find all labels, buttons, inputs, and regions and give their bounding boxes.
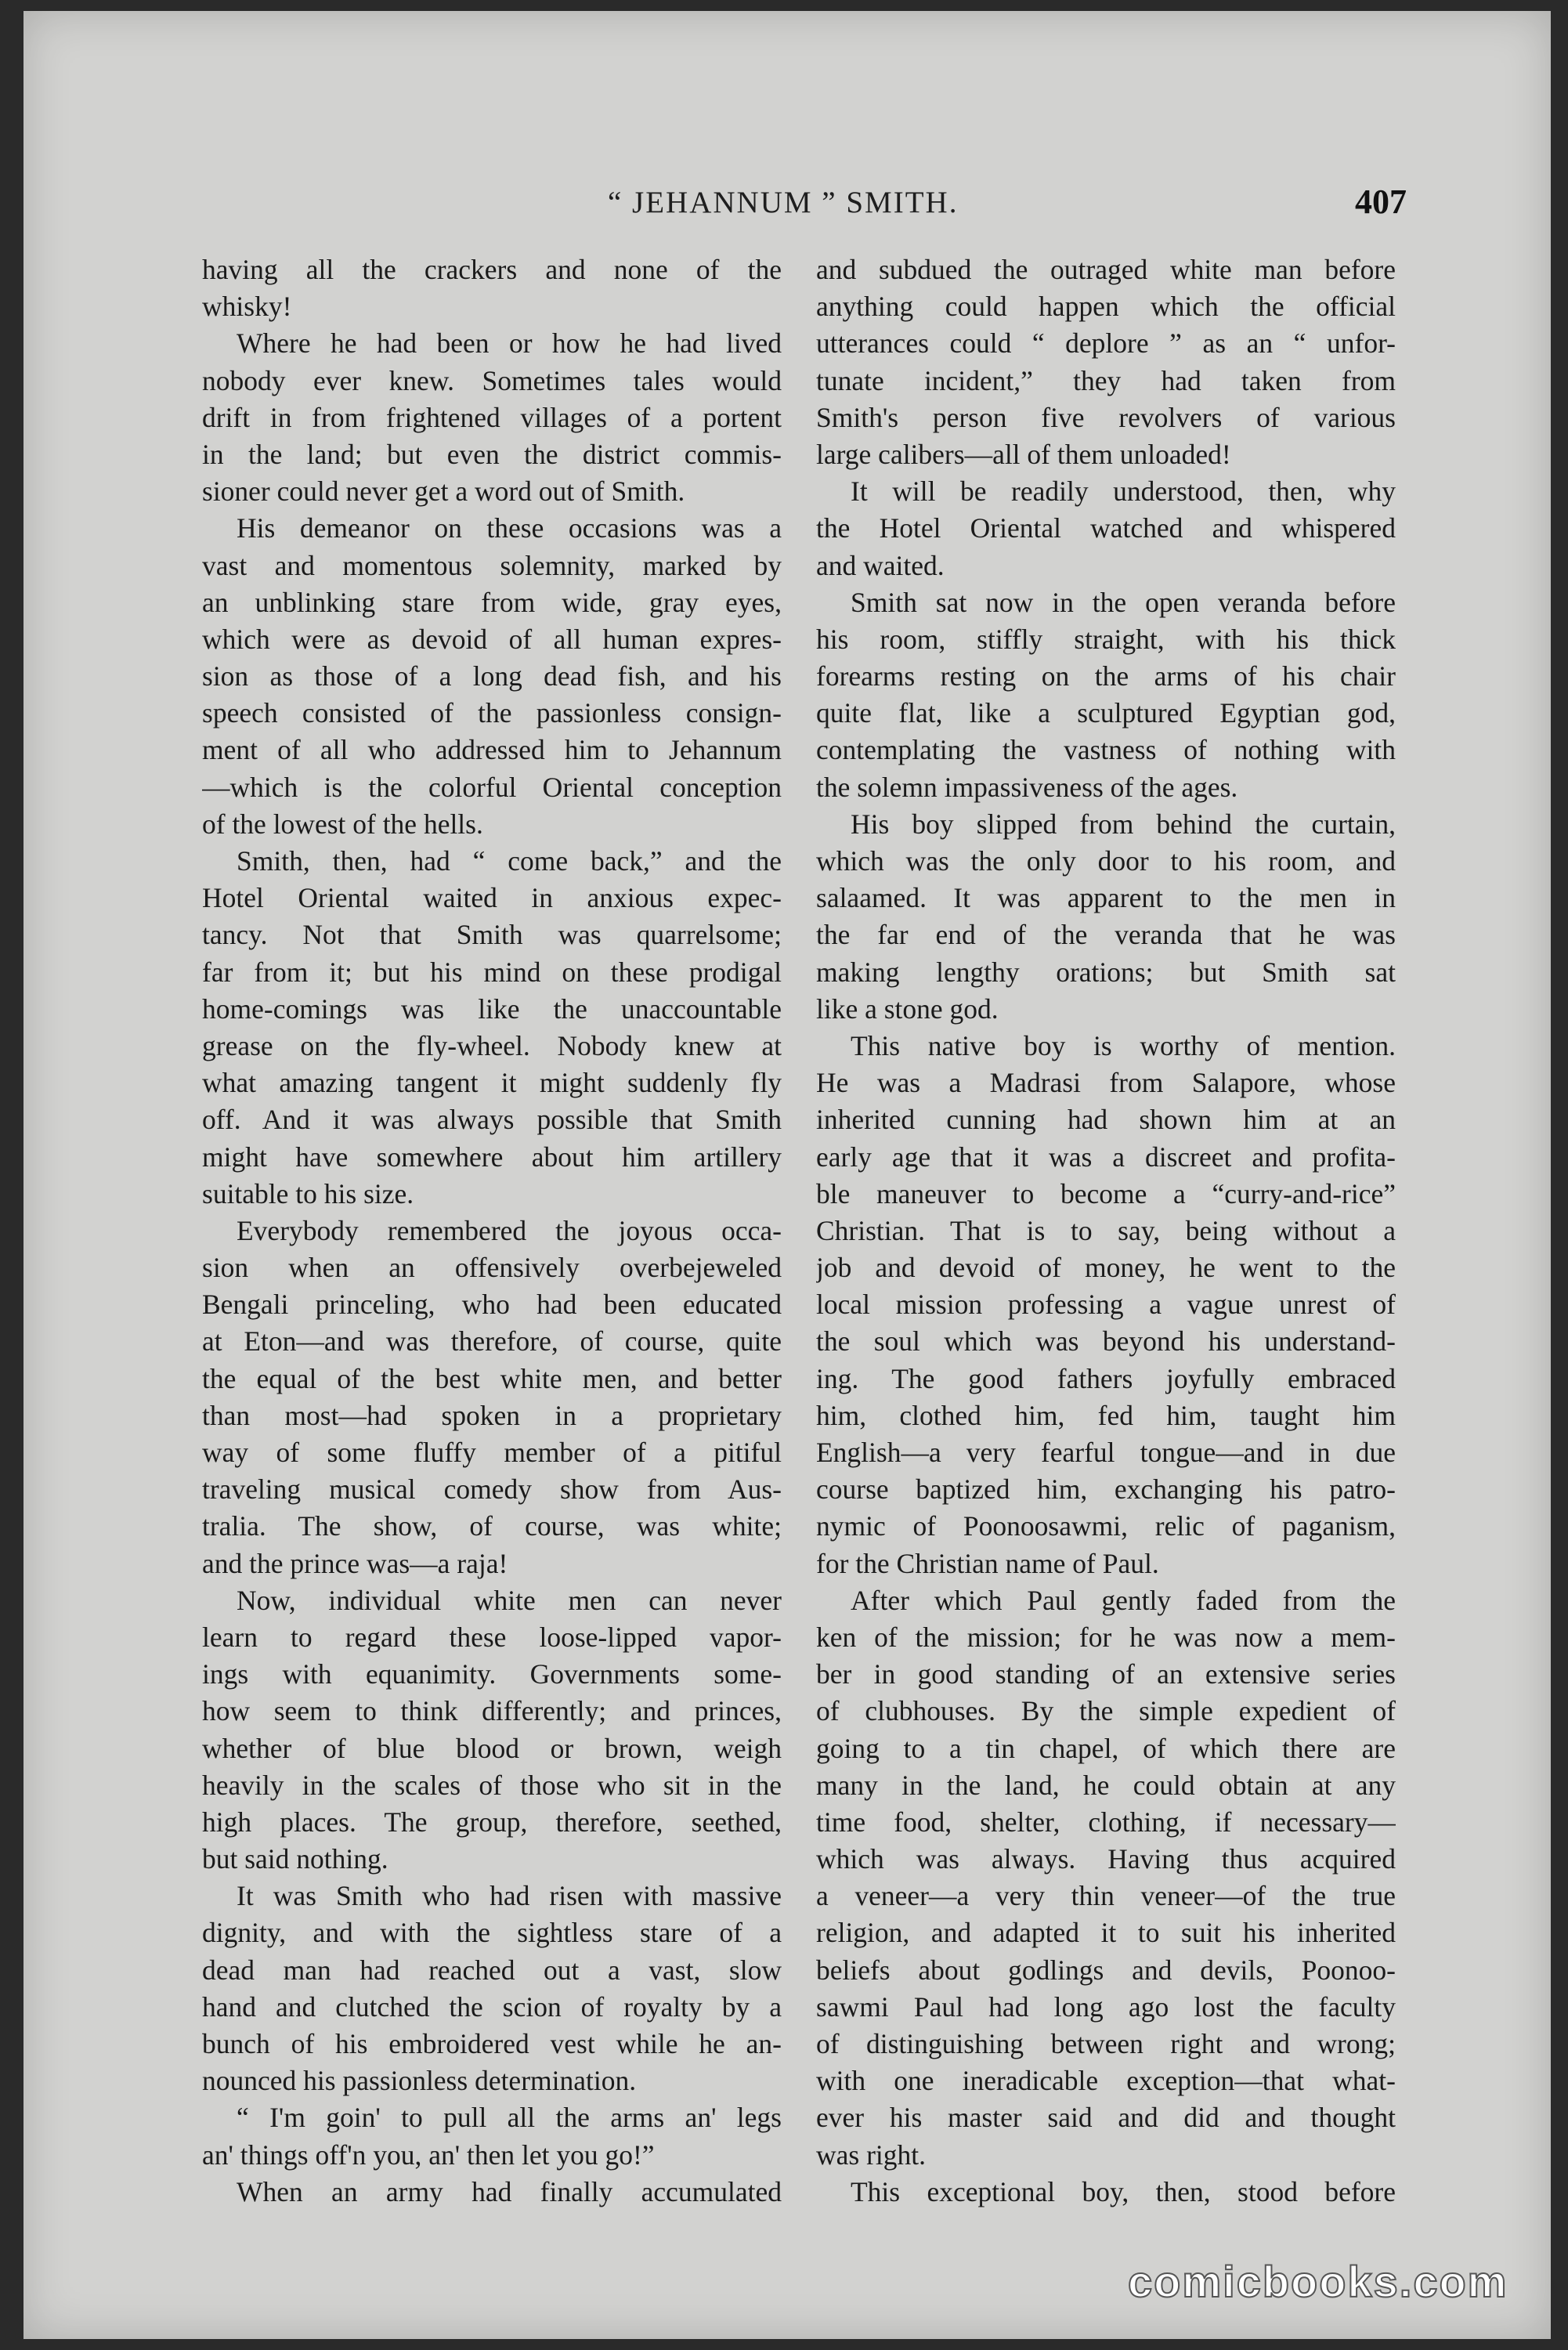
text-line: making lengthy orations; but Smith sat [816, 956, 1396, 988]
text-line: anything could happen which the official [816, 291, 1396, 323]
text-line: how seem to think differently; and princes, [202, 1695, 782, 1727]
text-line: His demeanor on these occasions was a [237, 512, 782, 544]
text-line: drift in from frightened villages of a portent [202, 401, 782, 433]
text-line: tunate incident,” they had taken from [816, 364, 1396, 396]
text-line: a veneer—a very thin veneer—of the true [816, 1880, 1396, 1912]
text-line: It was Smith who had risen with massive [237, 1880, 782, 1912]
text-line: the soul which was beyond his understand- [816, 1325, 1396, 1358]
text-line: going to a tin chapel, of which there are [816, 1732, 1396, 1764]
text-line: tralia. The show, of course, was white; [202, 1510, 782, 1542]
text-line: job and devoid of money, he went to the [816, 1252, 1396, 1284]
text-line: high places. The group, therefore, seethed, [202, 1806, 782, 1838]
text-line: learn to regard these loose-lipped vapor- [202, 1621, 782, 1653]
text-line: tancy. Not that Smith was quarrelsome; [202, 919, 782, 951]
text-line: with one ineradicable exception—that what- [816, 2065, 1396, 2097]
text-line: and the prince was—a raja! [202, 1547, 508, 1579]
text-line: nounced his passionless determination. [202, 2065, 637, 2097]
page-header [23, 177, 1551, 224]
text-line: sion as those of a long dead fish, and his [202, 660, 782, 692]
text-line: large calibers—all of them unloaded! [816, 438, 1231, 470]
text-line: English—a very fearful tongue—and in due [816, 1437, 1396, 1468]
text-line: his room, stiffly straight, with his thick [816, 623, 1396, 655]
left-column [202, 251, 782, 2211]
text-line: dignity, and with the sightless stare of a [202, 1917, 782, 1949]
text-line: ment of all who addressed him to Jehannum [202, 734, 782, 766]
text-line: and subdued the outraged white man before [816, 254, 1396, 285]
text-line: beliefs about godlings and devils, Poonoo- [816, 1954, 1396, 1986]
text-line: ble maneuver to become a “curry-and-rice” [816, 1177, 1396, 1209]
running-title: “ JEHANNUM ” SMITH. [608, 186, 959, 219]
text-line: Everybody remembered the joyous occa- [237, 1214, 782, 1246]
right-column [816, 251, 1396, 2211]
text-line: Smith sat now in the open veranda before [851, 586, 1396, 618]
text-line: the far end of the veranda that he was [816, 919, 1396, 951]
text-line: ber in good standing of an extensive series [816, 1658, 1396, 1690]
text-line: which were as devoid of all human expres- [202, 623, 782, 655]
text-line: religion, and adapted it to suit his inherited [816, 1917, 1396, 1949]
text-line: time food, shelter, clothing, if necessary— [816, 1806, 1396, 1838]
text-line: grease on the fly-wheel. Nobody knew at [202, 1029, 782, 1061]
text-line: and waited. [816, 549, 945, 581]
text-line: ken of the mission; for he was now a mem- [816, 1621, 1396, 1653]
book-page [23, 11, 1551, 2339]
text-line: ever his master said and did and thought [816, 2102, 1396, 2134]
text-line: sawmi Paul had long ago lost the faculty [816, 1990, 1396, 2023]
text-line: in the land; but even the district commis- [202, 438, 782, 470]
text-line: ing. The good fathers joyfully embraced [816, 1362, 1396, 1394]
text-line: of distinguishing between right and wrong; [816, 2028, 1396, 2059]
text-line: Where he had been or how he had lived [237, 327, 782, 360]
text-line: whether of blue blood or brown, weigh [202, 1732, 782, 1764]
text-line: nymic of Poonoosawmi, relic of paganism, [816, 1510, 1396, 1542]
text-line: suitable to his size. [202, 1177, 414, 1209]
text-line: Hotel Oriental waited in anxious expec- [202, 882, 782, 914]
text-line: His boy slipped from behind the curtain, [851, 808, 1396, 840]
text-line: him, clothed him, fed him, taught him [816, 1399, 1396, 1431]
text-line: whisky! [202, 291, 292, 323]
text-line: nobody ever knew. Sometimes tales would [202, 364, 782, 396]
text-line: He was a Madrasi from Salapore, whose [816, 1067, 1396, 1099]
text-line: contemplating the vastness of nothing with [816, 734, 1396, 766]
text-line: traveling musical comedy show from Aus- [202, 1473, 782, 1506]
text-line: Bengali princeling, who had been educated [202, 1289, 782, 1321]
text-line: off. And it was always possible that Smith [202, 1104, 782, 1136]
text-line: This exceptional boy, then, stood before [851, 2175, 1396, 2207]
text-line: speech consisted of the passionless consign- [202, 697, 782, 729]
text-line: “ I'm goin' to pull all the arms an' legs [237, 2102, 782, 2134]
text-line: bunch of his embroidered vest while he an- [202, 2028, 782, 2059]
text-line: early age that it was a discreet and profita- [816, 1141, 1396, 1173]
text-line: the equal of the best white men, and better [202, 1362, 782, 1394]
text-line: inherited cunning had shown him at an [816, 1104, 1396, 1136]
text-line: It will be readily understood, then, why [851, 475, 1396, 508]
text-line: course baptized him, exchanging his patro- [816, 1473, 1396, 1506]
text-line: having all the crackers and none of the [202, 254, 782, 285]
text-line: heavily in the scales of those who sit in the [202, 1769, 782, 1801]
text-line: forearms resting on the arms of his chair [816, 660, 1396, 692]
text-line: of clubhouses. By the simple expedient of [816, 1695, 1396, 1727]
text-line: at Eton—and was therefore, of course, quite [202, 1325, 782, 1358]
text-line: was right. [816, 2138, 927, 2171]
text-line: the solemn impassiveness of the ages. [816, 771, 1238, 803]
text-line: —which is the colorful Oriental conception [202, 771, 782, 803]
text-line: an' things off'n you, an' then let you go!” [202, 2138, 655, 2171]
text-line: utterances could “ deplore ” as an “ unfor- [816, 327, 1396, 360]
text-line: quite flat, like a sculptured Egyptian god, [816, 697, 1396, 729]
text-line: way of some fluffy member of a pitiful [202, 1437, 782, 1468]
text-line: sioner could never get a word out of Smith. [202, 475, 685, 508]
text-line: but said nothing. [202, 1843, 388, 1875]
text-line: what amazing tangent it might suddenly fly [202, 1067, 782, 1099]
text-line: of the lowest of the hells. [202, 808, 483, 840]
text-line: salaamed. It was apparent to the men in [816, 882, 1396, 914]
text-line: dead man had reached out a vast, slow [202, 1954, 782, 1986]
page-number: 407 [1355, 183, 1407, 221]
text-line: an unblinking stare from wide, gray eyes, [202, 586, 782, 618]
text-line: many in the land, he could obtain at any [816, 1769, 1396, 1801]
text-line: like a stone god. [816, 992, 999, 1025]
text-line: Christian. That is to say, being without a [816, 1214, 1396, 1246]
text-line: which was the only door to his room, and [816, 845, 1396, 877]
text-line: vast and momentous solemnity, marked by [202, 549, 782, 581]
text-line: than most—had spoken in a proprietary [202, 1399, 782, 1431]
text-line: for the Christian name of Paul. [816, 1547, 1159, 1579]
text-line: far from it; but his mind on these prodigal [202, 956, 782, 988]
text-line: Smith's person five revolvers of various [816, 401, 1396, 433]
text-line: ings with equanimity. Governments some- [202, 1658, 782, 1690]
text-line: the Hotel Oriental watched and whispered [816, 512, 1396, 544]
text-line: might have somewhere about him artillery [202, 1141, 782, 1173]
text-line: This native boy is worthy of mention. [851, 1029, 1396, 1061]
text-line: Now, individual white men can never [237, 1584, 782, 1616]
watermark-logo: comicbooks.com [1128, 2257, 1508, 2306]
text-line: Smith, then, had “ come back,” and the [237, 845, 782, 877]
text-line: sion when an offensively overbejeweled [202, 1252, 782, 1284]
text-line: home-comings was like the unaccountable [202, 992, 782, 1025]
text-line: local mission professing a vague unrest of [816, 1289, 1396, 1321]
text-line: When an army had finally accumulated [237, 2175, 782, 2207]
text-line: After which Paul gently faded from the [851, 1584, 1396, 1616]
text-line: hand and clutched the scion of royalty by a [202, 1990, 782, 2023]
text-line: which was always. Having thus acquired [816, 1843, 1396, 1875]
